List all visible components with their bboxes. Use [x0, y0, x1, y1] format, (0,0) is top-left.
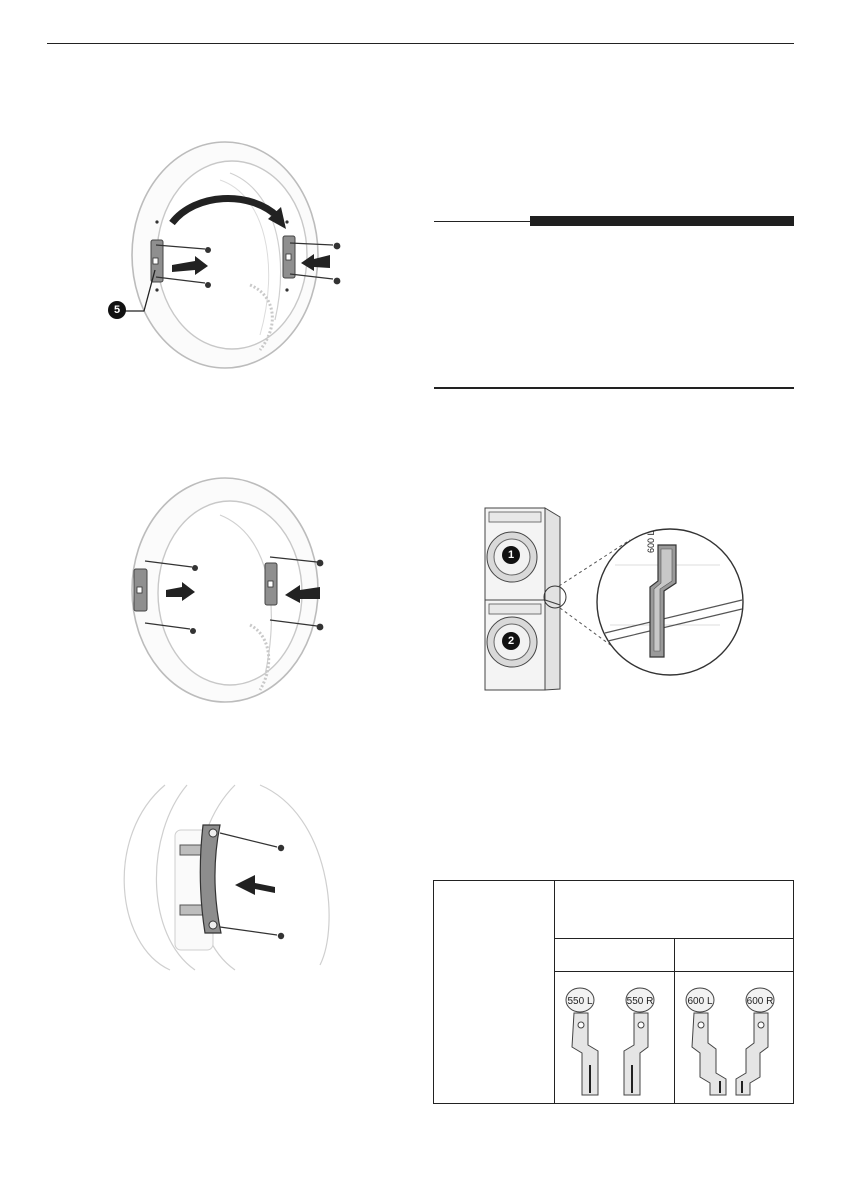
note-box-tab-bar — [530, 216, 794, 226]
door-hinge-removal-figure — [100, 135, 380, 385]
stacked-units-figure — [480, 505, 750, 695]
callout-2-badge: 2 — [502, 632, 520, 650]
bracket-label-550l: 550 L — [567, 996, 593, 1007]
hinge-closeup-figure — [125, 775, 335, 975]
bracket-label-550r: 550 R — [626, 996, 654, 1007]
bracket-label-600l: 600 L — [687, 996, 713, 1007]
callout-5-badge: 5 — [108, 301, 126, 319]
callout-1-badge: 1 — [502, 546, 520, 564]
bracket-label-600r: 600 R — [746, 996, 774, 1007]
header-rule — [47, 43, 794, 44]
note-box-bottom-rule — [434, 387, 794, 389]
detail-bracket-label: 600 L — [646, 530, 656, 553]
table-col-divider-main — [554, 881, 555, 1104]
bracket-set-b — [680, 985, 785, 1100]
bracket-set-a — [560, 985, 665, 1100]
table-col-divider-sub — [674, 938, 675, 1104]
door-hinge-install-figure — [120, 475, 350, 710]
